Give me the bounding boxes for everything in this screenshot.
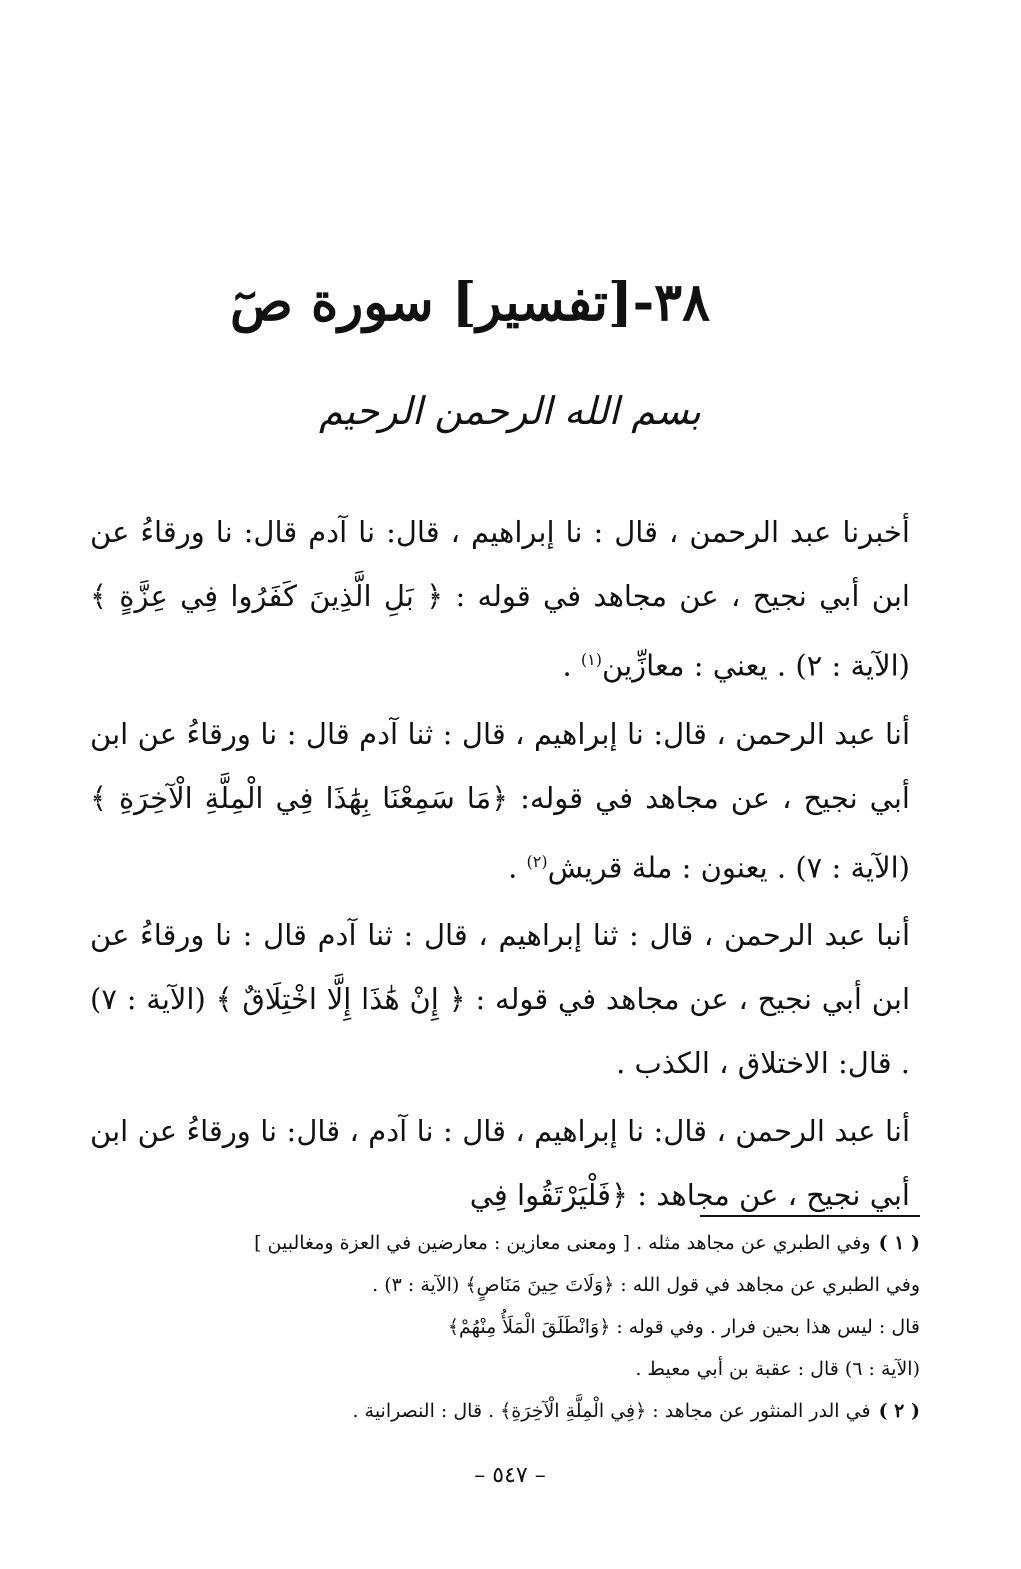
footnote	[90, 1222, 920, 1264]
paragraph-text: أنا عبد الرحمن ، قال: نا إبراهيم ، قال : ثنا آدم قال : نا ورقاءُ عن ابن أبي نجيح ، عن مجاهد في قوله: ﴿مَا سَمِعْنَا بِهَٰذَا فِي الْمِلَّةِ الْآخِرَةِ ﴾ (الآية : ٧) . يعنون : ملة قريش	[90, 716, 910, 885]
footnote-separator	[700, 1215, 920, 1217]
footnote	[90, 1390, 920, 1432]
footnote-number: ( ٢ )	[878, 1400, 920, 1422]
paragraph-text: أنا عبد الرحمن ، قال: نا إبراهيم ، قال : نا آدم ، قال: نا ورقاءُ عن ابن أبي نجيح ، عن مجاهد : ﴿فَلْيَرْتَقُوا فِي	[90, 1114, 910, 1213]
footnote-ref: (١)	[580, 650, 602, 669]
paragraph-end: .	[508, 850, 527, 885]
paragraph	[90, 500, 910, 698]
paragraph-end: .	[562, 648, 581, 683]
footnotes	[90, 1222, 920, 1432]
paragraph	[90, 903, 910, 1095]
footnote-ref: (٢)	[526, 851, 548, 871]
footnote-line: (الآية : ٦) قال : عقبة بن أبي معيط .	[635, 1358, 920, 1380]
paragraph-text: أنبا عبد الرحمن ، قال : ثنا إبراهيم ، قال : ثنا آدم قال : نا ورقاءُ عن ابن أبي نجيح ، عن مجاهد في قوله : ﴿ إِنْ هَٰذَا إِلَّا اخْتِلَاقٌ ﴾ (الآية : ٧) . قال: الاختلاق ، الكذب .	[90, 918, 910, 1081]
footnote-line: قال : ليس هذا بحين فرار . وفي قوله : ﴿وَانْطَلَقَ الْمَلَأُ مِنْهُمْ﴾	[447, 1316, 920, 1338]
footnote-line: وفي الطبري عن مجاهد في قول الله : ﴿وَلَاتَ حِينَ مَنَاصٍ﴾ (الآية : ٣) .	[372, 1274, 920, 1296]
paragraph-text: أخبرنا عبد الرحمن ، قال : نا إبراهيم ، قال: نا آدم قال: نا ورقاءُ عن ابن أبي نجيح ، عن مجاهد في قوله : ﴿ بَلِ الَّذِينَ كَفَرُوا فِي عِزَّةٍ ﴾ (الآية : ٢) . يعني : معازِّين	[90, 515, 910, 683]
paragraph	[90, 1099, 910, 1227]
basmala: بسم الله الرحمن الرحيم	[319, 389, 701, 433]
paragraph	[90, 702, 910, 900]
footnote-line: في الدر المنثور عن مجاهد : ﴿فِي الْمِلَّةِ الْآخِرَةِ﴾ . قال : النصرانية .	[352, 1400, 871, 1422]
main-text	[90, 500, 910, 1231]
page-number: – ٥٤٧ –	[474, 1463, 546, 1488]
footnote-number: ( ١ )	[878, 1232, 920, 1254]
footnote-line: وفي الطبري عن مجاهد مثله . [ ومعنى معازين : معارضين في العزة ومغالبين ]	[254, 1232, 871, 1254]
surah-title: ٣٨-[تفسير] سورة صٓ	[229, 272, 711, 333]
